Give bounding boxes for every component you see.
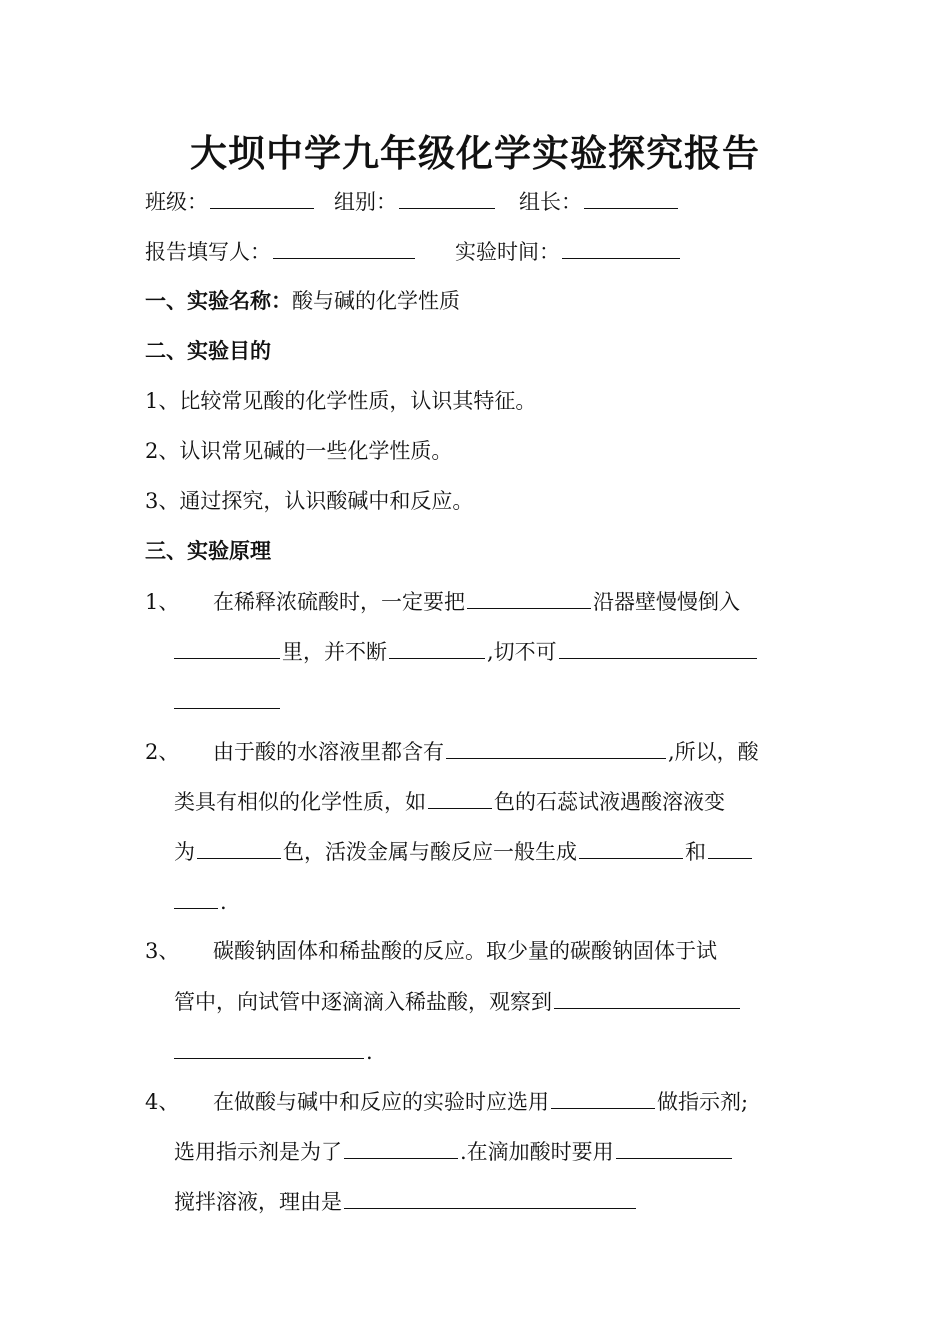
section1-heading: 一、实验名称： bbox=[145, 288, 292, 313]
writer-blank[interactable] bbox=[273, 236, 415, 259]
section2-heading: 二、实验目的 bbox=[145, 338, 271, 363]
q3-text-3: . bbox=[366, 1040, 373, 1064]
class-label: 班级： bbox=[145, 190, 208, 214]
q3-text-2: 管中，向试管中逐滴滴入稀盐酸，观察到 bbox=[174, 990, 552, 1014]
q4-text-5: 搅拌溶液，理由是 bbox=[174, 1190, 342, 1214]
aim-item-1: 1、比较常见酸的化学性质，认识其特征。 bbox=[145, 389, 537, 413]
q1-text-4: ,切不可 bbox=[487, 640, 557, 664]
q4-blank-2[interactable] bbox=[344, 1136, 458, 1159]
aim-item-2: 2、认识常见碱的一些化学性质。 bbox=[145, 439, 453, 463]
q3-line-2 bbox=[174, 986, 742, 1017]
q2-text-4: 色的石蕊试液遇酸溶液变 bbox=[494, 790, 725, 814]
q2-text-1: 由于酸的水溶液里都含有 bbox=[213, 740, 444, 764]
q2-line-3 bbox=[174, 836, 754, 867]
q2-blank-3[interactable] bbox=[197, 836, 281, 859]
q4-text-3: 选用指示剂是为了 bbox=[174, 1140, 342, 1164]
q1-blank-1[interactable] bbox=[467, 586, 591, 609]
page-title: 大坝中学九年级化学实验探究报告 bbox=[190, 131, 760, 175]
q1-blank-2[interactable] bbox=[174, 636, 280, 659]
q3-blank-2[interactable] bbox=[174, 1036, 364, 1059]
q2-line-2 bbox=[174, 786, 725, 817]
q2-text-5: 为 bbox=[174, 840, 195, 864]
class-blank[interactable] bbox=[210, 186, 314, 209]
header-row-2 bbox=[145, 236, 682, 267]
q1-blank-3[interactable] bbox=[389, 636, 485, 659]
time-label: 实验时间： bbox=[455, 240, 560, 264]
group-blank[interactable] bbox=[399, 186, 495, 209]
group-label: 组别： bbox=[334, 190, 397, 214]
q1-text-1: 在稀释浓硫酸时，一定要把 bbox=[213, 590, 465, 614]
q4-blank-1[interactable] bbox=[551, 1086, 655, 1109]
leader-label: 组长： bbox=[519, 190, 582, 214]
q2-text-2: ,所以，酸 bbox=[668, 740, 759, 764]
q1-text-2: 沿器壁慢慢倒入 bbox=[593, 590, 740, 614]
q3-line-3 bbox=[174, 1036, 373, 1067]
q4-line-2 bbox=[174, 1136, 734, 1167]
q2-number: 2、 bbox=[145, 740, 180, 764]
q4-blank-4[interactable] bbox=[344, 1186, 636, 1209]
q1-number: 1、 bbox=[145, 590, 180, 614]
time-blank[interactable] bbox=[562, 236, 680, 259]
q1-blank-5[interactable] bbox=[174, 686, 280, 709]
q4-text-2: 做指示剂; bbox=[657, 1090, 749, 1114]
q1-line-3 bbox=[174, 686, 282, 717]
q2-text-7: 和 bbox=[685, 840, 706, 864]
q3-number: 3、 bbox=[145, 939, 180, 963]
experiment-name: 酸与碱的化学性质 bbox=[292, 289, 460, 313]
q2-blank-2[interactable] bbox=[428, 786, 492, 809]
q2-blank-4[interactable] bbox=[579, 836, 683, 859]
q4-blank-3[interactable] bbox=[616, 1136, 732, 1159]
aim-item-3: 3、通过探究，认识酸碱中和反应。 bbox=[145, 489, 474, 513]
q4-line-1 bbox=[145, 1086, 748, 1117]
q2-line-1 bbox=[145, 736, 759, 767]
q3-text-1: 碳酸钠固体和稀盐酸的反应。取少量的碳酸钠固体于试 bbox=[213, 939, 717, 963]
q4-text-1: 在做酸与碱中和反应的实验时应选用 bbox=[213, 1090, 549, 1114]
writer-label: 报告填写人： bbox=[145, 240, 271, 264]
q3-line-1 bbox=[145, 936, 717, 966]
q1-line-2 bbox=[174, 636, 759, 667]
q2-text-6: 色，活泼金属与酸反应一般生成 bbox=[283, 840, 577, 864]
q1-blank-4[interactable] bbox=[559, 636, 757, 659]
q3-blank-1[interactable] bbox=[554, 986, 740, 1009]
q2-text-8: . bbox=[220, 890, 227, 914]
q4-text-4: .在滴加酸时要用 bbox=[460, 1140, 614, 1164]
q2-blank-5[interactable] bbox=[708, 836, 752, 859]
leader-blank[interactable] bbox=[584, 186, 678, 209]
header-row-1 bbox=[145, 186, 680, 217]
q4-number: 4、 bbox=[145, 1090, 180, 1114]
section3-heading: 三、实验原理 bbox=[145, 538, 271, 563]
q1-line-1 bbox=[145, 586, 740, 617]
q2-blank-6[interactable] bbox=[174, 886, 218, 909]
q2-blank-1[interactable] bbox=[446, 736, 666, 759]
q2-text-3: 类具有相似的化学性质，如 bbox=[174, 790, 426, 814]
q1-text-3: 里，并不断 bbox=[282, 640, 387, 664]
section1 bbox=[145, 286, 460, 316]
q2-line-4 bbox=[174, 886, 227, 917]
q4-line-3 bbox=[174, 1186, 638, 1217]
